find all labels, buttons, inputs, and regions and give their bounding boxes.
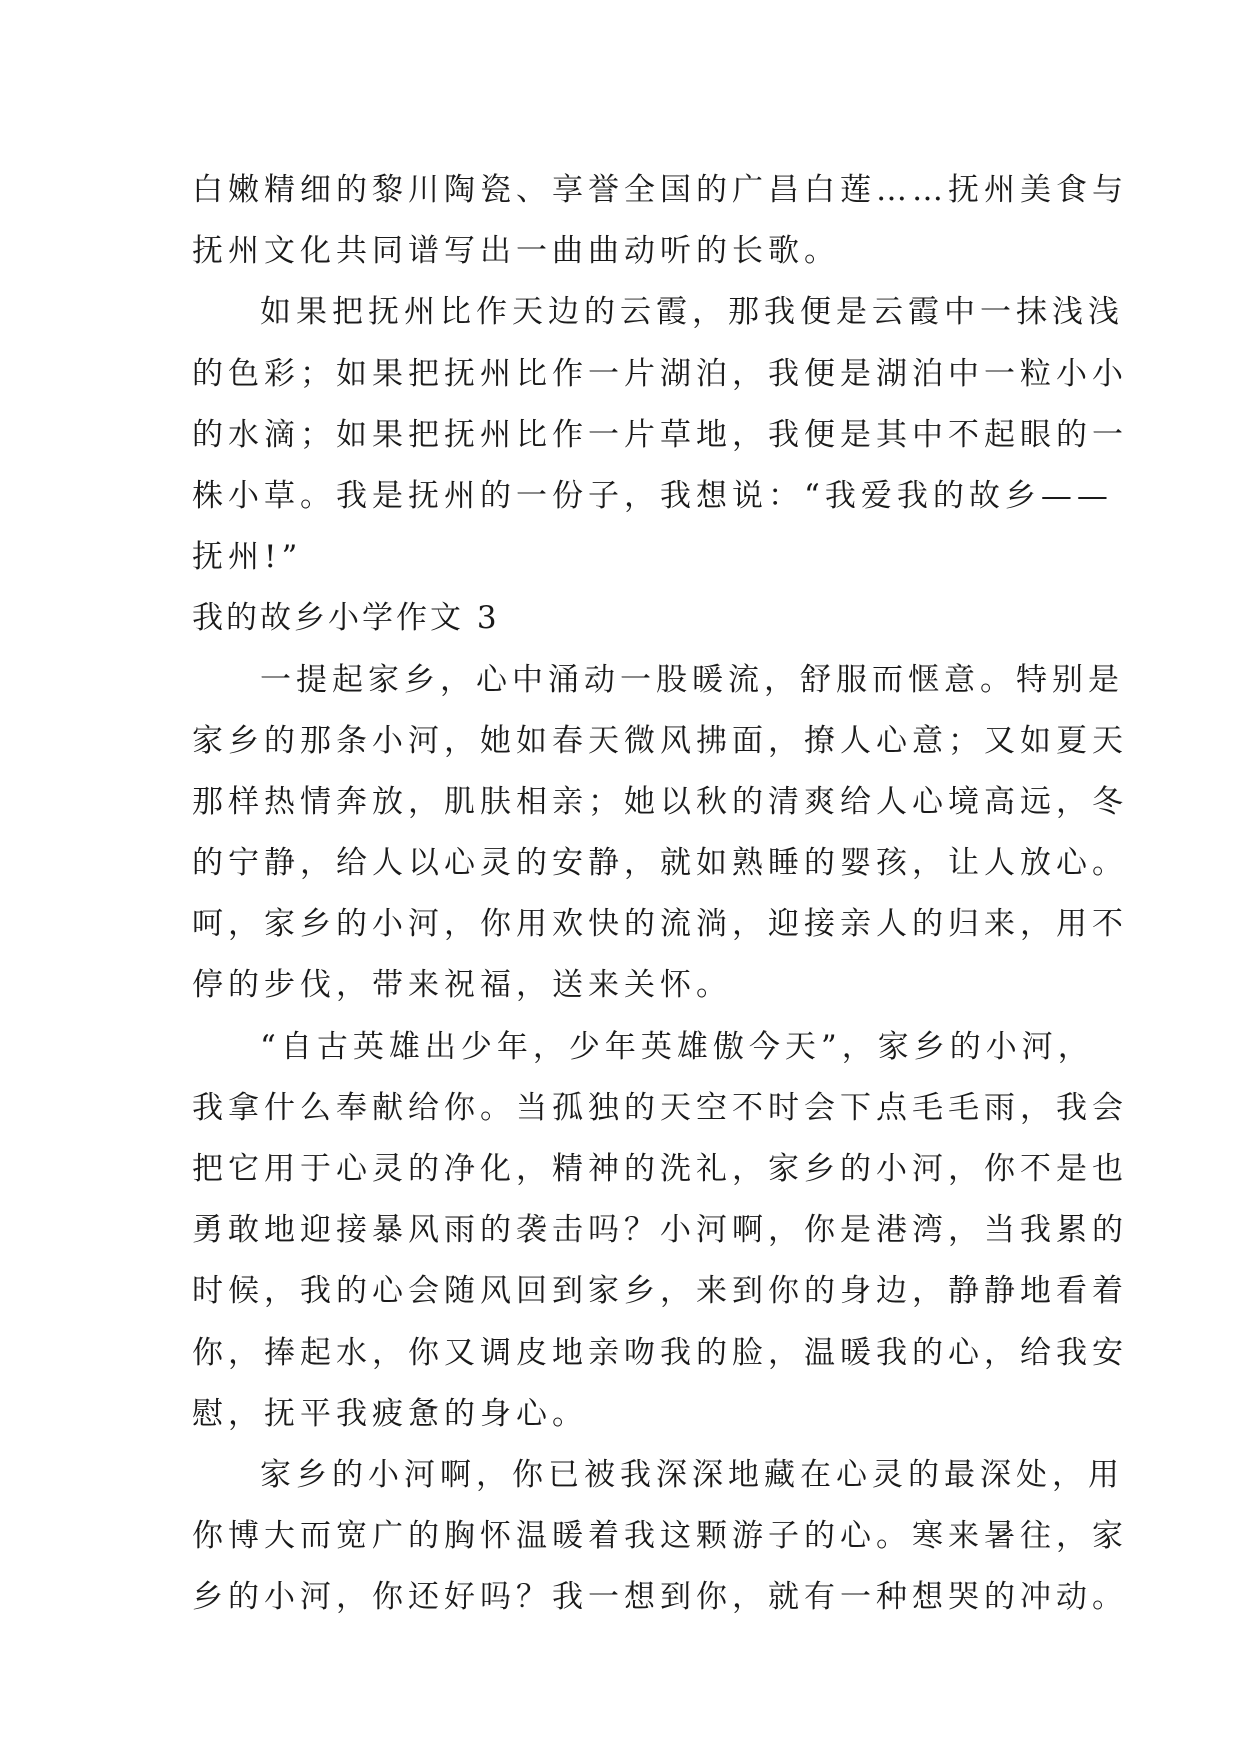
text-line: 乡的小河，你还好吗？我一想到你，就有一种想哭的冲动。: [192, 1579, 1128, 1616]
section-heading: 我的故乡小学作文 3: [192, 600, 500, 637]
text-line: 株小草。我是抚州的一份子，我想说：“我爱我的故乡——: [192, 477, 1113, 514]
text-line: 勇敢地迎接暴风雨的袭击吗？小河啊，你是港湾，当我累的: [192, 1212, 1128, 1249]
paragraph-start-line: 如果把抚州比作天边的云霞，那我便是云霞中一抹浅浅: [260, 294, 1124, 331]
text-line: 白嫩精细的黎川陶瓷、享誉全国的广昌白莲……抚州美食与: [192, 172, 1128, 208]
paragraph-start-line: 家乡的小河啊，你已被我深深地藏在心灵的最深处，用: [260, 1456, 1124, 1493]
document-body: [192, 160, 1128, 1629]
text-line: 把它用于心灵的净化，精神的洗礼，家乡的小河，你不是也: [192, 1151, 1128, 1187]
text-line: 我拿什么奉献给你。当孤独的天空不时会下点毛毛雨，我会: [192, 1089, 1128, 1126]
text-line: 呵，家乡的小河，你用欢快的流淌，迎接亲人的归来，用不: [192, 906, 1128, 943]
text-line: 抚州文化共同谱写出一曲曲动听的长歌。: [192, 233, 840, 270]
paragraph-start-line: “自古英雄出少年，少年英雄傲今天”，家乡的小河，: [260, 1028, 1094, 1065]
text-line: 时候，我的心会随风回到家乡，来到你的身边，静静地看着: [192, 1273, 1128, 1310]
text-line: 那样热情奔放，肌肤相亲；她以秋的清爽给人心境高远，冬: [192, 783, 1128, 820]
text-line: 的色彩；如果把抚州比作一片湖泊，我便是湖泊中一粒小小: [192, 355, 1128, 392]
paragraph-start-line: 一提起家乡，心中涌动一股暖流，舒服而惬意。特别是: [260, 661, 1124, 698]
text-line: 的水滴；如果把抚州比作一片草地，我便是其中不起眼的一: [192, 416, 1128, 453]
text-line: 的宁静，给人以心灵的安静，就如熟睡的婴孩，让人放心。: [192, 845, 1128, 882]
text-line: 家乡的那条小河，她如春天微风拂面，撩人心意；又如夏天: [192, 722, 1128, 759]
text-line: 你博大而宽广的胸怀温暖着我这颗游子的心。寒来暑往，家: [192, 1518, 1128, 1555]
text-line: 你，捧起水，你又调皮地亲吻我的脸，温暖我的心，给我安: [192, 1334, 1128, 1371]
text-line: 停的步伐，带来祝福，送来关怀。: [192, 967, 732, 1004]
text-line: 慰，抚平我疲惫的身心。: [192, 1395, 588, 1432]
text-line: 抚州!”: [192, 539, 303, 576]
